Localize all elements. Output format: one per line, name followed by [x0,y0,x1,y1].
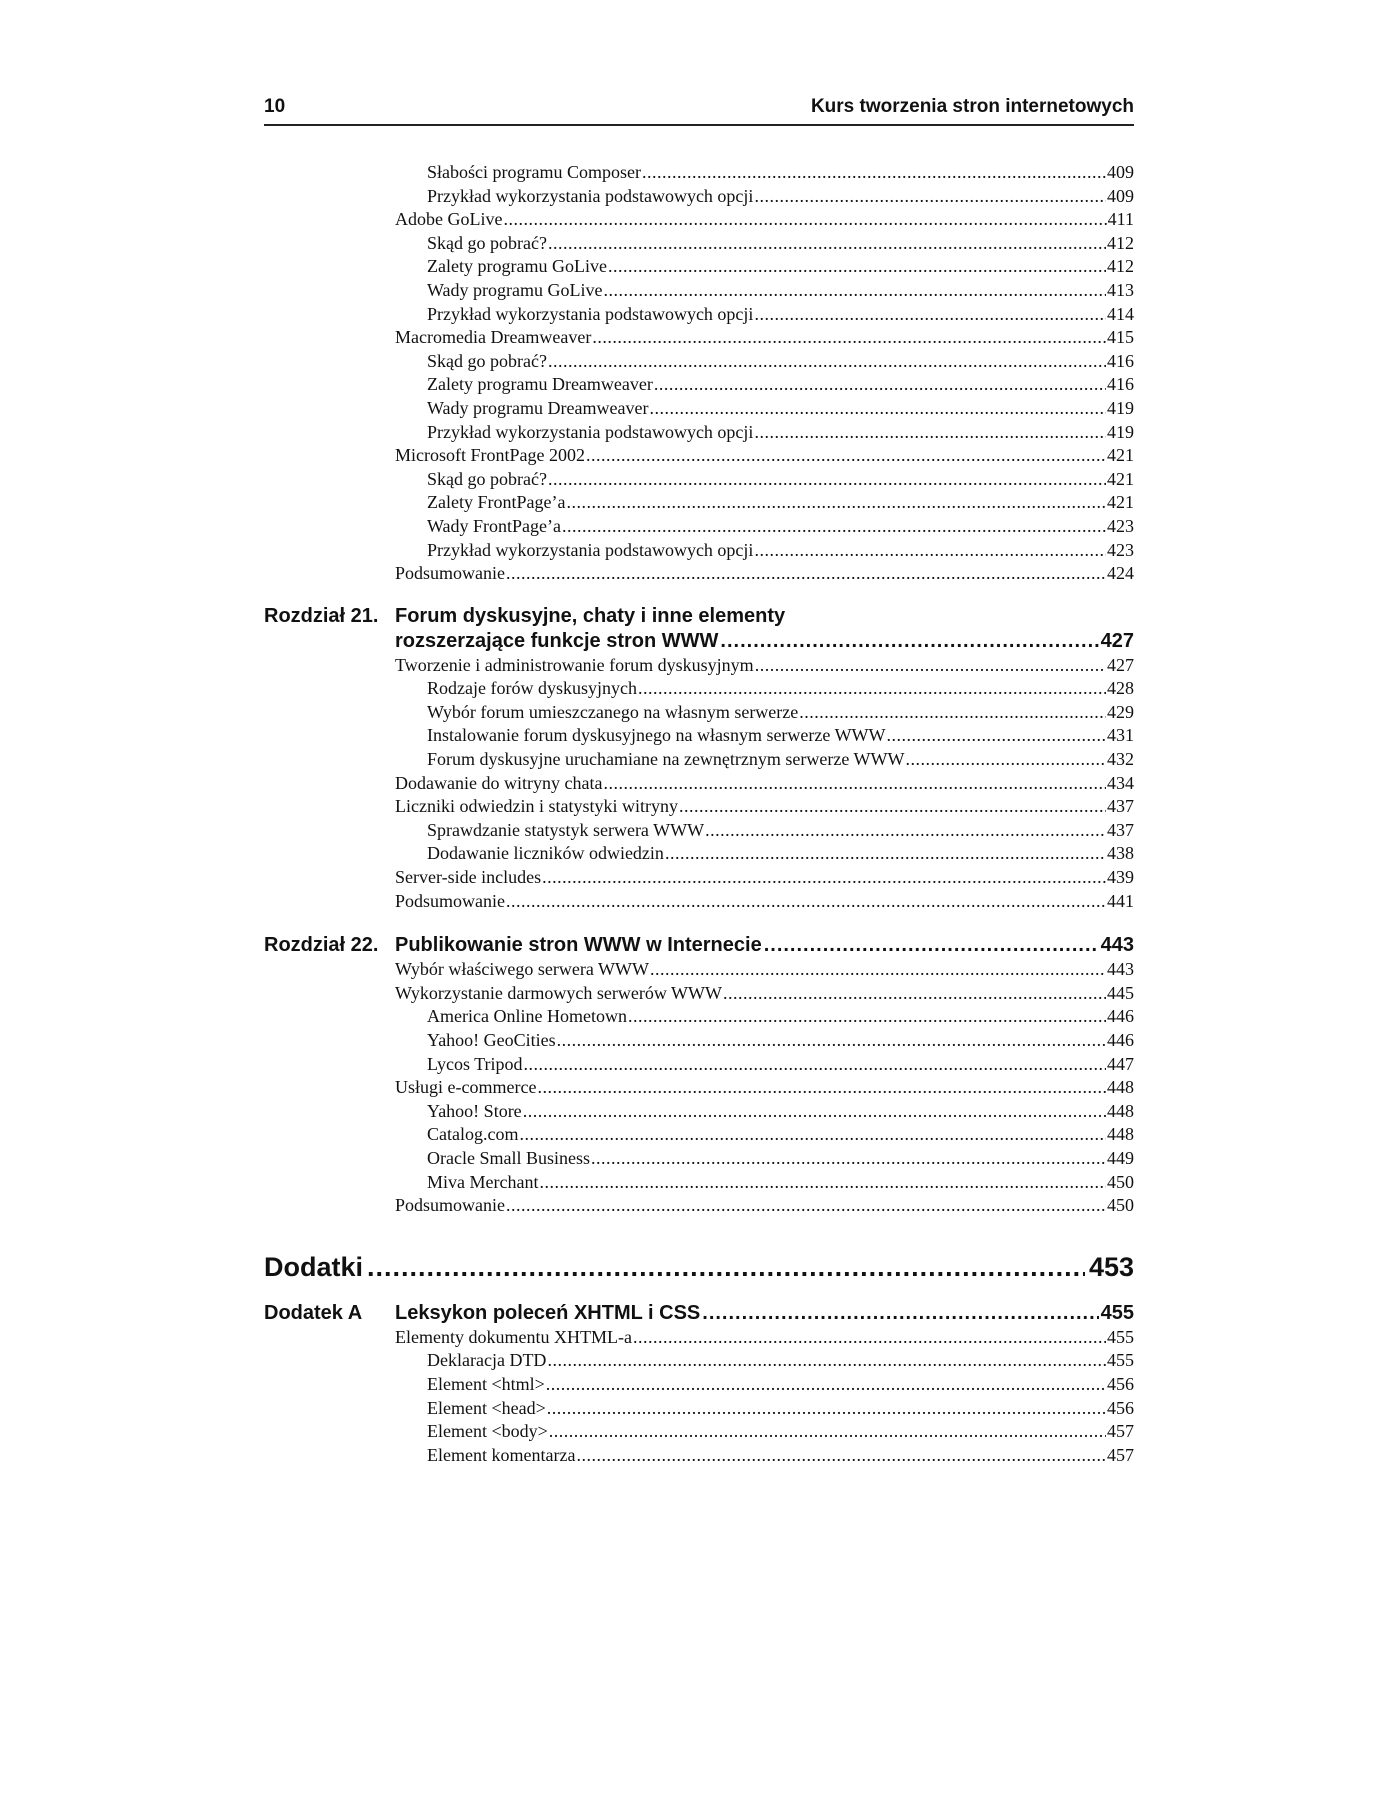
dot-leader [591,1147,1106,1171]
toc-entry [264,562,1134,586]
entry-page: 427 [1107,654,1134,675]
dot-leader [720,629,1098,654]
entry-page: 448 [1107,1077,1134,1098]
entry-title: Dodawanie do witryny chata [395,772,603,793]
dot-leader [542,866,1106,890]
toc-entry [264,795,1134,819]
dot-leader [506,562,1106,586]
entry-title: Przykład wykorzystania podstawowych opcji [427,185,754,206]
dot-leader [367,1252,1085,1283]
dot-leader [603,772,1106,796]
entry-title: Lycos Tripod [427,1053,523,1074]
entry-page: 449 [1107,1147,1134,1168]
appendix-page: 455 [1100,1301,1134,1324]
dot-leader [633,1326,1106,1350]
entry-title: Microsoft FrontPage 2002 [395,445,585,466]
entry-title: Sprawdzanie statystyk serwera WWW [427,819,705,840]
toc-entry [264,1053,1134,1077]
dot-leader [665,842,1106,866]
chapter-page: 427 [1100,629,1134,652]
entry-page: 421 [1107,492,1134,513]
toc-entry [264,1147,1134,1171]
dot-leader [654,373,1106,397]
dot-leader [576,1444,1106,1468]
entry-page: 423 [1107,515,1134,536]
dot-leader [519,1123,1106,1147]
entry-page: 450 [1107,1171,1134,1192]
toc-entry [264,701,1134,725]
entry-title: Skąd go pobrać? [427,232,547,253]
toc-entry [264,1349,1134,1373]
part-page: 453 [1088,1251,1134,1282]
entry-page: 456 [1107,1373,1134,1394]
entry-title: Oracle Small Business [427,1147,590,1168]
entry-page: 450 [1107,1195,1134,1216]
entry-page: 421 [1107,468,1134,489]
entry-page: 446 [1107,1006,1134,1027]
toc-entry [264,654,1134,678]
dot-leader [608,255,1106,279]
toc-entry [264,539,1134,563]
entry-page: 414 [1107,303,1134,324]
entry-page: 411 [1107,209,1134,230]
chapter-page: 443 [1100,934,1134,957]
dot-leader [754,421,1106,445]
entry-page: 419 [1107,397,1134,418]
appendix-title: Leksykon poleceń XHTML i CSS [395,1301,701,1324]
entry-page: 443 [1107,959,1134,980]
entry-page: 441 [1107,890,1134,911]
toc-entry [264,515,1134,539]
dot-leader [537,1076,1106,1100]
entry-title: Usługi e-commerce [395,1077,537,1098]
page-number: 10 [264,96,286,117]
part-title: Dodatki [264,1251,364,1282]
toc-entry [264,397,1134,421]
entry-title: Zalety programu GoLive [427,256,607,277]
appendix-label: Dodatek A [264,1301,363,1324]
entry-title: Element <body> [427,1421,548,1442]
toc-entry [264,958,1134,982]
dot-leader [548,468,1106,492]
toc-entry [264,1076,1134,1100]
toc-entry [264,772,1134,796]
toc-entry [264,255,1134,279]
entry-page: 434 [1107,772,1134,793]
toc-entry [264,982,1134,1006]
toc-entry [264,161,1134,185]
entry-page: 456 [1107,1397,1134,1418]
dot-leader [642,161,1106,185]
entry-page: 457 [1107,1444,1134,1465]
toc-entry [264,724,1134,748]
chapter-title: rozszerzające funkcje stron WWW [395,629,719,652]
entry-page: 416 [1107,350,1134,371]
toc-entry [264,1029,1134,1053]
entry-title: Adobe GoLive [395,209,503,230]
dot-leader [649,397,1106,421]
entry-page: 429 [1107,701,1134,722]
chapter-22-entries [264,958,1134,1218]
toc-entry [264,1171,1134,1195]
entry-title: Wady programu GoLive [427,279,603,300]
dot-leader [754,303,1106,327]
toc-entry [264,1123,1134,1147]
entry-title: Wady programu Dreamweaver [427,397,649,418]
dot-leader [548,232,1106,256]
dot-leader [754,185,1106,209]
toc-entry [264,1005,1134,1029]
dot-leader [702,1301,1098,1326]
toc-entry [264,279,1134,303]
entry-page: 419 [1107,421,1134,442]
entry-title: America Online Hometown [427,1006,627,1027]
toc-entry [264,491,1134,515]
toc-entry [264,842,1134,866]
dot-leader [549,1420,1106,1444]
entry-page: 423 [1107,539,1134,560]
entry-page: 437 [1107,796,1134,817]
toc-entry [264,1444,1134,1468]
entry-title: Miva Merchant [427,1171,539,1192]
entry-title: Liczniki odwiedzin i statystyki witryny [395,796,678,817]
dot-leader [638,677,1106,701]
toc-entry [264,866,1134,890]
entry-page: 409 [1107,185,1134,206]
entry-title: Przykład wykorzystania podstawowych opcji [427,539,754,560]
entry-page: 455 [1107,1350,1134,1371]
toc-entry [264,326,1134,350]
toc-entry [264,677,1134,701]
entry-title: Element <html> [427,1373,545,1394]
dot-leader [604,279,1107,303]
dot-leader [592,326,1106,350]
entry-page: 413 [1107,279,1134,300]
dot-leader [524,1053,1106,1077]
toc-entry [264,303,1134,327]
entry-title: Instalowanie forum dyskusyjnego na własnym serwerze WWW [427,725,886,746]
toc-entry [264,1397,1134,1421]
entry-title: Podsumowanie [395,1195,505,1216]
dot-leader [679,795,1106,819]
entry-page: 409 [1107,162,1134,182]
entry-title: Forum dyskusyjne uruchamiane na zewnętrznym serwerze WWW [427,749,905,770]
part-heading [264,1252,1134,1283]
toc-entry [264,373,1134,397]
dot-leader [755,654,1106,678]
toc-entry [264,1326,1134,1350]
table-of-contents [264,161,1134,1467]
chapter-title: Publikowanie stron WWW w Internecie [395,934,762,957]
toc-entry [264,350,1134,374]
chapter-21-entries [264,654,1134,914]
entry-page: 432 [1107,749,1134,770]
toc-entry [264,444,1134,468]
dot-leader [562,515,1106,539]
entry-page: 437 [1107,819,1134,840]
entry-title: Zalety FrontPage’a [427,492,566,513]
chapter-title: Forum dyskusyjne, chaty i inne elementy [395,604,786,627]
entry-title: Wybór forum umieszczanego na własnym serwerze [427,701,799,722]
toc-block-continued [264,161,1134,586]
entry-page: 445 [1107,982,1134,1003]
toc-entry [264,421,1134,445]
toc-entry [264,185,1134,209]
entry-title: Wybór właściwego serwera WWW [395,959,649,980]
running-header [264,94,1134,126]
dot-leader [723,982,1106,1006]
entry-title: Macromedia Dreamweaver [395,327,592,348]
dot-leader [547,1349,1106,1373]
entry-page: 455 [1107,1326,1134,1347]
entry-title: Elementy dokumentu XHTML-a [395,1326,632,1347]
dot-leader [503,208,1106,232]
toc-entry [264,208,1134,232]
entry-title: Wady FrontPage’a [427,515,562,536]
entry-title: Skąd go pobrać? [427,350,547,371]
entry-title: Element komentarza [427,1444,576,1465]
entry-page: 412 [1107,256,1134,277]
entry-page: 415 [1107,327,1134,348]
dot-leader [506,1194,1106,1218]
entry-title: Skąd go pobrać? [427,468,547,489]
chapter-22-heading [264,933,1134,958]
entry-title: Rodzaje forów dyskusyjnych [427,678,637,699]
dot-leader [546,1373,1106,1397]
dot-leader [650,958,1106,982]
entry-page: 457 [1107,1421,1134,1442]
entry-title: Zalety programu Dreamweaver [427,374,653,395]
entry-page: 446 [1107,1030,1134,1050]
dot-leader [754,539,1106,563]
appendix-a-entries [264,1326,1134,1468]
dot-leader [548,350,1106,374]
entry-page: 448 [1107,1100,1134,1121]
chapter-21-heading [264,604,1134,654]
entry-page: 447 [1107,1053,1134,1074]
entry-title: Przykład wykorzystania podstawowych opcji [427,421,754,442]
entry-page: 416 [1107,374,1134,395]
entry-page: 431 [1107,725,1134,746]
dot-leader [506,890,1106,914]
dot-leader [586,444,1106,468]
toc-entry [264,890,1134,914]
appendix-a-heading [264,1301,1134,1326]
entry-title: Słabości programu Composer [427,162,641,182]
entry-title: Deklaracja DTD [427,1350,547,1371]
toc-entry [264,1194,1134,1218]
toc-entry [264,1373,1134,1397]
toc-entry [264,468,1134,492]
dot-leader [906,748,1107,772]
dot-leader [557,1029,1106,1053]
entry-title: Podsumowanie [395,890,505,911]
dot-leader [799,701,1106,725]
entry-title: Podsumowanie [395,563,505,584]
dot-leader [705,819,1106,843]
toc-entry [264,232,1134,256]
entry-title: Tworzenie i administrowanie forum dyskusyjnym [395,654,754,675]
entry-title: Wykorzystanie darmowych serwerów WWW [395,982,722,1003]
chapter-label: Rozdział 22. [264,934,379,957]
entry-title: Yahoo! Store [427,1100,522,1121]
dot-leader [887,724,1106,748]
toc-entry [264,1420,1134,1444]
dot-leader [764,933,1099,958]
toc-entry [264,1100,1134,1124]
entry-page: 424 [1107,563,1134,584]
dot-leader [628,1005,1106,1029]
entry-page: 421 [1107,445,1134,466]
entry-page: 439 [1107,867,1134,888]
entry-page: 448 [1107,1124,1134,1145]
chapter-label: Rozdział 21. [264,604,379,627]
toc-entry [264,819,1134,843]
entry-title: Server-side includes [395,867,542,888]
entry-title: Catalog.com [427,1124,519,1145]
dot-leader [547,1397,1106,1421]
dot-leader [566,491,1106,515]
dot-leader [539,1171,1106,1195]
dot-leader [523,1100,1106,1124]
entry-title: Dodawanie liczników odwiedzin [427,843,664,864]
book-title: Kurs tworzenia stron internetowych [810,96,1134,117]
entry-title: Przykład wykorzystania podstawowych opcji [427,303,754,324]
toc-entry [264,748,1134,772]
entry-title: Yahoo! GeoCities [427,1030,556,1050]
entry-title: Element <head> [427,1397,546,1418]
entry-page: 412 [1107,232,1134,253]
entry-page: 438 [1107,843,1134,864]
entry-page: 428 [1107,678,1134,699]
